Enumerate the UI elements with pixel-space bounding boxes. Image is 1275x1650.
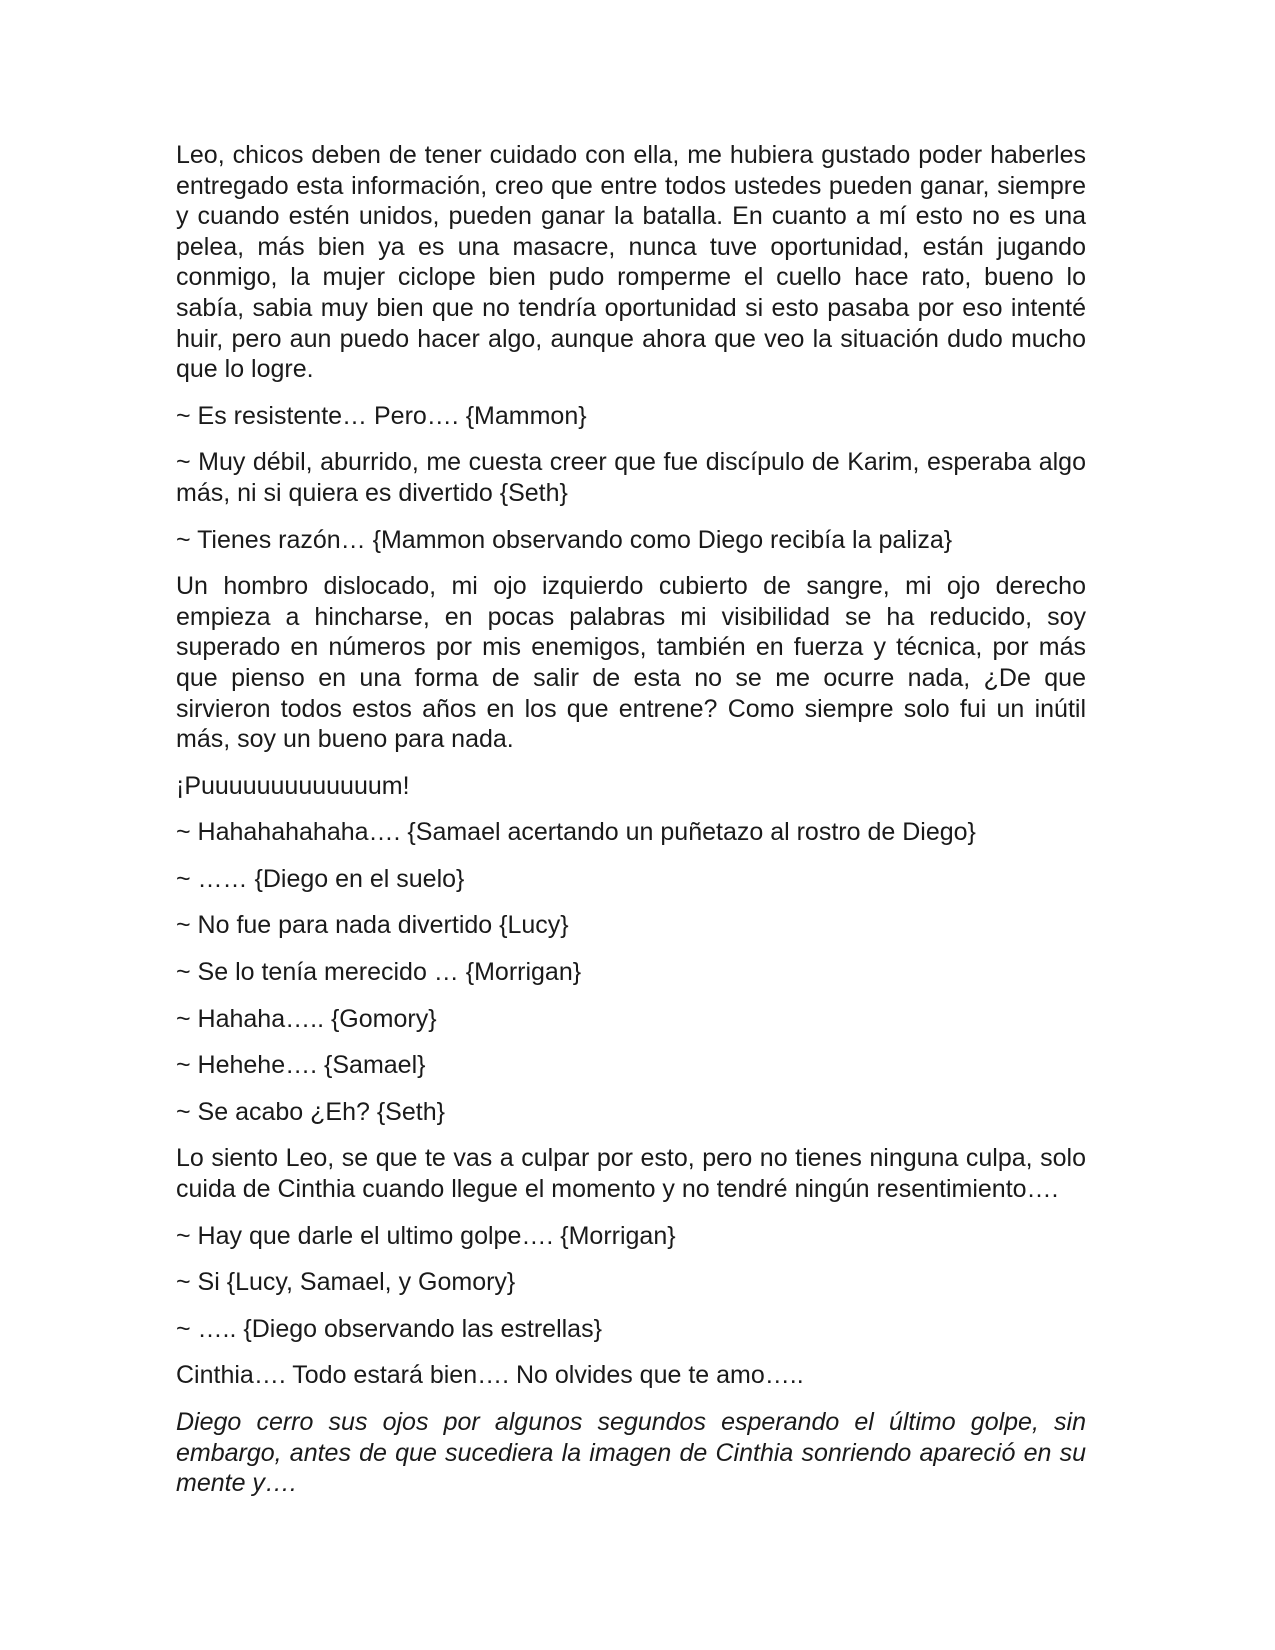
narration-paragraph: Cinthia…. Todo estará bien…. No olvides que te amo….. — [176, 1361, 804, 1390]
dialogue-line: ~ …… {Diego en el suelo} — [176, 864, 465, 893]
dialogue-line: ~ Hahahahahaha…. {Samael acertando un puñetazo al rostro de Diego} — [176, 818, 976, 847]
narration-paragraph: Leo, chicos deben de tener cuidado con ella, me hubiera gustado poder haberles entregado esta información, creo que entre todos ustedes pueden ganar, siempre y cuando estén unidos, pueden ganar la batalla. En cuanto a mí esto no es una pelea, más bien ya es una masacre, nunca tuve oportunidad, están jugando conmigo, la mujer ciclope bien pudo romperme el cuello hace rato, bueno lo sabía, sabia muy bien que no tendría oportunidad si esto pasaba por eso intenté huir, pero aun puedo hacer algo, aunque ahora que veo la situación dudo mucho que lo logre. — [176, 141, 1086, 384]
narration-paragraph: Lo siento Leo, se que te vas a culpar por esto, pero no tienes ninguna culpa, solo cuida de Cinthia cuando llegue el momento y no tendré ningún resentimiento…. — [176, 1144, 1086, 1204]
dialogue-line: ~ No fue para nada divertido {Lucy} — [176, 911, 569, 940]
dialogue-line: ~ Se lo tenía merecido … {Morrigan} — [176, 958, 582, 987]
narration-paragraph: Un hombro dislocado, mi ojo izquierdo cubierto de sangre, mi ojo derecho empieza a hincharse, en pocas palabras mi visibilidad se ha reducido, soy superado en números por mis enemigos, también en fuerza y técnica, por más que pienso en una forma de salir de esta no se me ocurre nada, ¿De que sirvieron todos estos años en los que entrene? Como siempre solo fui un inútil más, soy un bueno para nada. — [176, 572, 1086, 754]
dialogue-line: ~ Hay que darle el ultimo golpe…. {Morrigan} — [176, 1221, 676, 1250]
dialogue-line: ~ Hehehe…. {Samael} — [176, 1051, 426, 1080]
dialogue-line: ~ Es resistente… Pero…. {Mammon} — [176, 401, 587, 430]
dialogue-line: ~ Hahaha….. {Gomory} — [176, 1004, 437, 1033]
dialogue-line: ~ Tienes razón… {Mammon observando como Diego recibía la paliza} — [176, 525, 953, 554]
dialogue-line: ~ Muy débil, aburrido, me cuesta creer que fue discípulo de Karim, esperaba algo más, ni si quiera es divertido {Seth} — [176, 448, 1086, 507]
sound-effect-line: ¡Puuuuuuuuuuuuum! — [176, 771, 410, 800]
italic-narration-paragraph: Diego cerro sus ojos por algunos segundos esperando el último golpe, sin embargo, antes de que sucediera la imagen de Cinthia sonriendo apareció en su mente y…. — [176, 1408, 1086, 1498]
dialogue-line: ~ Se acabo ¿Eh? {Seth} — [176, 1097, 445, 1126]
dialogue-line: ~ ….. {Diego observando las estrellas} — [176, 1314, 602, 1343]
dialogue-line: ~ Si {Lucy, Samael, y Gomory} — [176, 1268, 516, 1297]
document-page — [176, 140, 1086, 1515]
